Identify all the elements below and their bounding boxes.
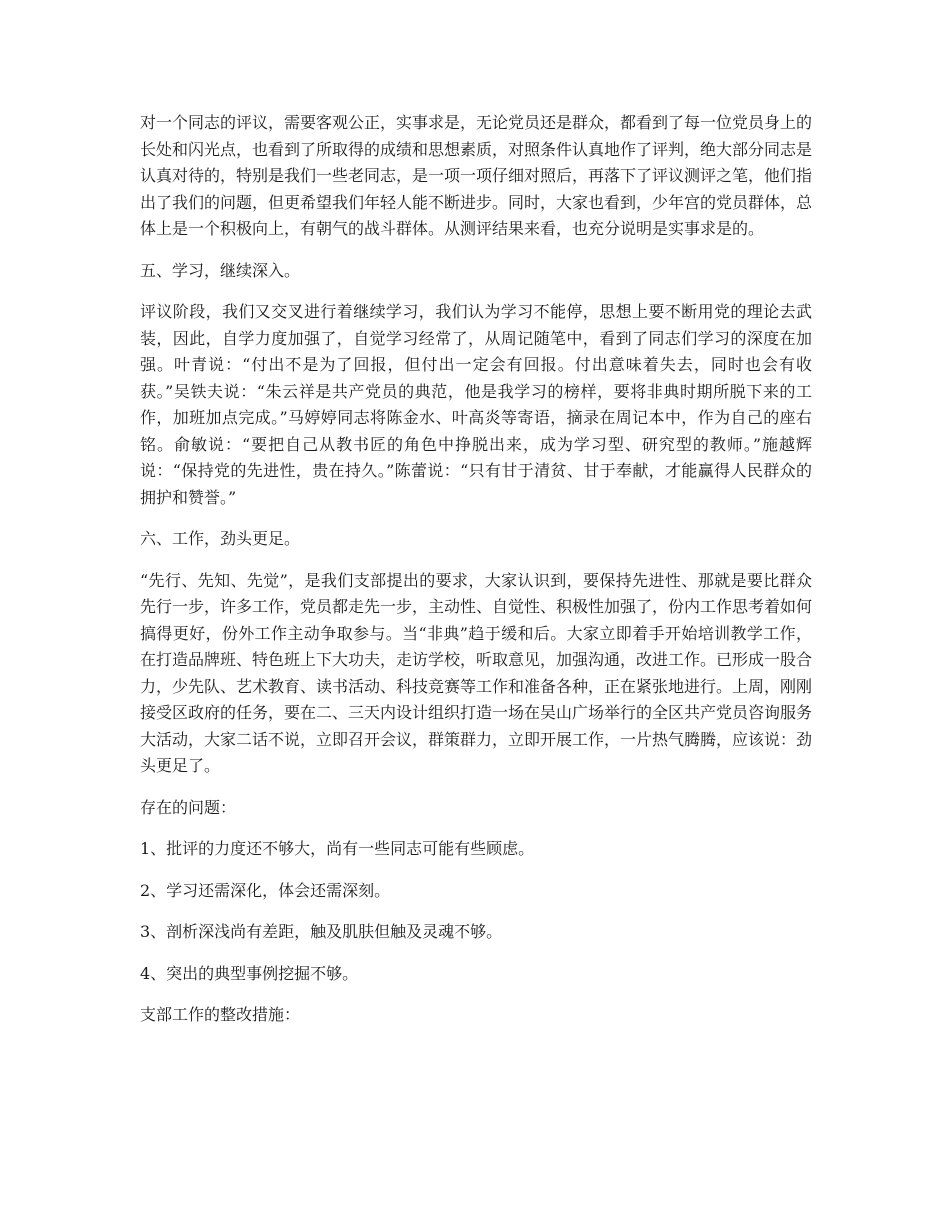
document-body <box>140 110 812 1029</box>
paragraph-work: “先行、先知、先觉”，是我们支部提出的要求，大家认识到，要保持先进性、那就是要比群众先行一步，许多工作，党员都走先一步，主动性、自觉性、积极性加强了，份内工作思考着如何搞得更好，份外工作主动争取参与。当“非典”趋于缓和后。大家立即着手开始培训教学工作，在打造品牌班、特色班上下大功夫，走访学校，听取意见，加强沟通，改进工作。已形成一股合力，少先队、艺术教育、读书活动、科技竞赛等工作和准备各种，正在紧张地进行。上周，刚刚接受区政府的任务，要在二、三天内设计组织打造一场在吴山广场举行的全区共产党员咨询服务大活动，大家二话不说，立即召开会议，群策群力，立即开展工作，一片热气腾腾，应该说：劲头更足了。 <box>140 570 813 775</box>
list-item-problem-2: 2、学习还需深化，体会还需深刻。 <box>140 880 391 900</box>
list-item-problem-3: 3、剖析深浅尚有差距，触及肌肤但触及灵魂不够。 <box>140 922 503 941</box>
heading-work: 六、工作，劲头更足。 <box>140 529 301 548</box>
list-item-problem-4: 4、突出的典型事例挖掘不够。 <box>140 963 359 983</box>
heading-measures: 支部工作的整改措施： <box>140 1005 301 1024</box>
heading-problems: 存在的问题： <box>140 797 237 817</box>
paragraph-evaluation: 对一个同志的评议，需要客观公正，实事求是，无论党员还是群众，都看到了每一位党员身上的长处和闪光点，也看到了所取得的成绩和思想素质，对照条件认真地作了评判，绝大部分同志是认真对待的，特别是我们一些老同志，是一项一项仔细对照后，再落下了评议测评之笔，他们指出了我们的问题，但更希望我们年轻人能不断进步。同时，大家也看到，少年宫的党员群体，总体上是一个积极向上，有朝气的战斗群体。从测评结果来看，也充分说明是实事求是的。 <box>140 113 813 238</box>
heading-study: 五、学习，继续深入。 <box>140 260 301 280</box>
list-item-problem-1: 1、批评的力度还不够大，尚有一些同志可能有些顾虑。 <box>140 839 535 858</box>
paragraph-study: 评议阶段，我们又交叉进行着继续学习，我们认为学习不能停，思想上要不断用党的理论去武装，因此，自学力度加强了，自觉学习经常了，从周记随笔中，看到了同志们学习的深度在加强。叶青说：“付出不是为了回报，但付出一定会有回报。付出意味着失去，同时也会有收获。”吴铁夫说：“朱云祥是共产党员的典范，他是我学习的榜样，要将非典时期所脱下来的工作，加班加点完成。”马婷婷同志将陈金水、叶高炎等寄语，摘录在周记本中，作为自己的座右铭。俞敏说：“要把自己从教书匠的角色中挣脱出来，成为学习型、研究型的教师。”施越辉说：“保持党的先进性，贵在持久。”陈蕾说：“只有甘于清贫、甘于奉献，才能赢得人民群众的拥护和赞誉。” <box>140 302 812 507</box>
